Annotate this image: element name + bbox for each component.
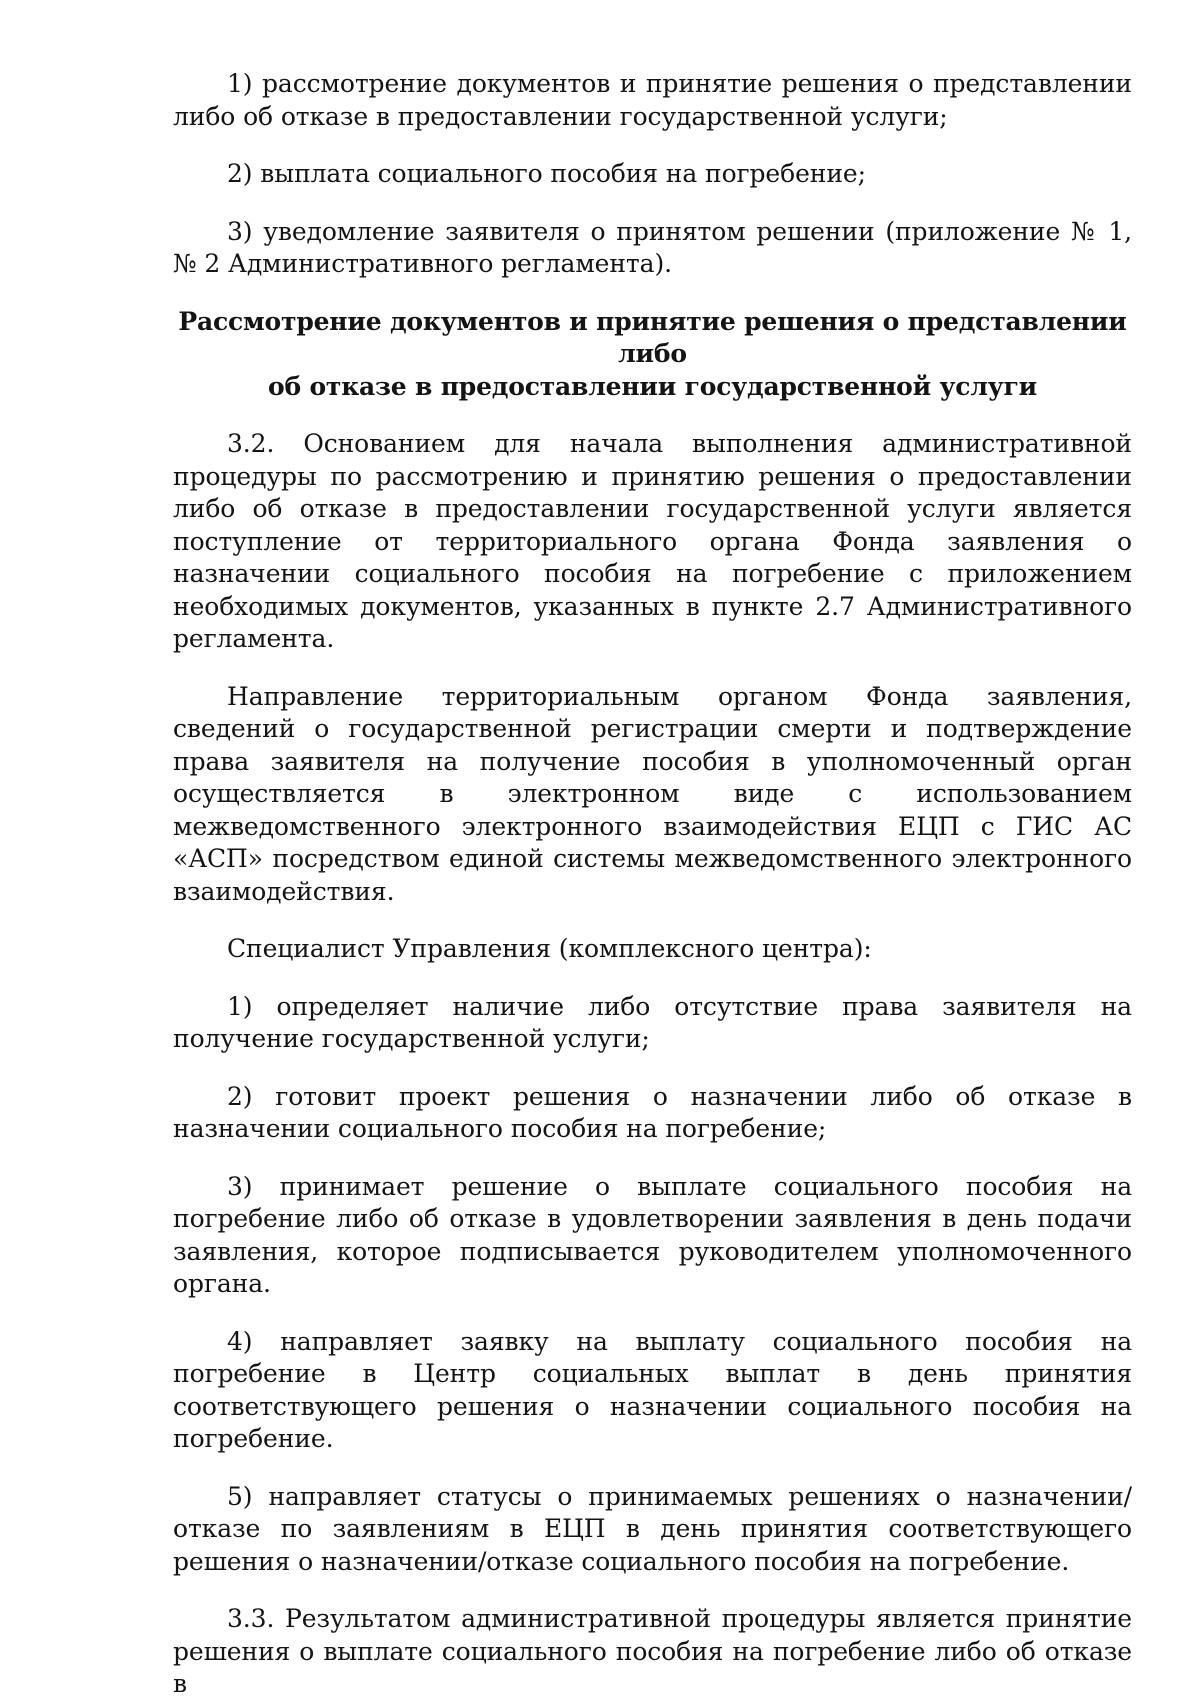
section-heading-line-2: об отказе в предоставлении государственной услуги <box>267 371 1038 401</box>
paragraph-direction: Направление территориальным органом Фонда заявления, сведений о государственной регистрации смерти и подтверждение права заявителя на получение пособия в уполномоченный орган осуществляется в электронном виде с использованием межведомственного электронного взаимодействия ЕЦП с ГИС АС «АСП» посредством единой системы межведомственного электронного взаимодействия. <box>173 681 1132 906</box>
section-heading <box>173 306 1132 404</box>
specialist-item-4: 4) направляет заявку на выплату социального пособия на погребение в Центр социальных выплат в день принятия соответствующего решения о назначении социального пособия на погребение. <box>173 1326 1132 1453</box>
intro-item-3: 3) уведомление заявителя о принятом решении (приложение № 1, № 2 Административного регламента). <box>173 216 1132 278</box>
section-heading-line-1: Рассмотрение документов и принятие решения о представлении либо <box>178 306 1127 368</box>
specialist-item-1: 1) определяет наличие либо отсутствие права заявителя на получение государственной услуги; <box>173 991 1132 1053</box>
specialist-item-5: 5) направляет статусы о принимаемых решениях о назначении/отказе по заявлениям в ЕЦП в день принятия соответствующего решения о назначении/отказе социального пособия на погребение. <box>173 1481 1132 1576</box>
paragraph-3-3: 3.3. Результатом административной процедуры является принятие решения о выплате социального пособия на погребение либо об отказе в <box>173 1604 1132 1698</box>
intro-item-1: 1) рассмотрение документов и принятие решения о представлении либо об отказе в предоставлении государственной услуги; <box>173 69 1132 131</box>
specialist-item-2: 2) готовит проект решения о назначении либо об отказе в назначении социального пособия на погребение; <box>173 1081 1132 1143</box>
specialist-item-3: 3) принимает решение о выплате социального пособия на погребение либо об отказе в удовлетворении заявления в день подачи заявления, которое подписывается руководителем уполномоченного органа. <box>173 1171 1132 1298</box>
paragraph-specialist: Специалист Управления (комплексного центра): <box>227 934 872 963</box>
paragraph-3-2: 3.2. Основанием для начала выполнения административной процедуры по рассмотрению и принятию решения о предоставлении либо об отказе в предоставлении государственной услуги является поступление от территориального органа Фонда заявления о назначении социального пособия на погребение с приложением необходимых документов, указанных в пункте 2.7 Административного регламента. <box>173 429 1132 653</box>
intro-item-2: 2) выплата социального пособия на погребение; <box>227 159 866 188</box>
